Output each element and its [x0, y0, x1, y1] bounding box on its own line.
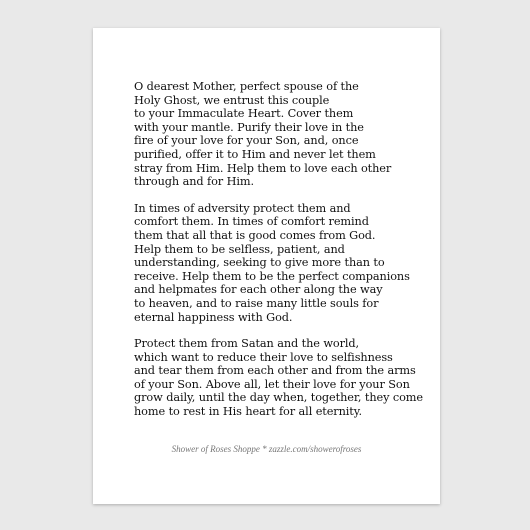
prayer-line: of your Son. Above all, let their love for your Son: [134, 377, 410, 391]
prayer-line: to your Immaculate Heart. Cover them: [134, 107, 354, 121]
prayer-line: Protect them from Satan and the world,: [134, 337, 360, 351]
prayer-line: home to rest in His heart for all eternity.: [134, 405, 363, 419]
prayer-line: receive. Help them to be the perfect companions: [134, 269, 410, 283]
prayer-line: understanding, seeking to give more than to: [134, 256, 385, 270]
prayer-line: through and for Him.: [134, 175, 254, 189]
prayer-paragraph-2: [134, 202, 440, 324]
prayer-line: eternal happiness with God.: [134, 310, 293, 324]
prayer-line: stray from Him. Help them to love each other: [134, 161, 392, 175]
prayer-line: comfort them. In times of comfort remind: [134, 215, 369, 229]
prayer-paragraph-3: [134, 337, 440, 419]
prayer-line: and tear them from each other and from the arms: [134, 364, 416, 378]
prayer-line: with your mantle. Purify their love in the: [134, 120, 364, 134]
prayer-line: Holy Ghost, we entrust this couple: [134, 93, 330, 107]
prayer-line: them that all that is good comes from God.: [134, 228, 376, 242]
prayer-line: purified, offer it to Him and never let them: [134, 147, 376, 161]
prayer-line: and helpmates for each other along the way: [134, 283, 383, 297]
footer-credit: Shower of Roses Shoppe * zazzle.com/showerofroses: [171, 444, 362, 454]
prayer-line: fire of your love for your Son, and, once: [134, 134, 359, 148]
prayer-line: O dearest Mother, perfect spouse of the: [134, 80, 359, 93]
prayer-line: which want to reduce their love to selfishness: [134, 350, 393, 364]
prayer-line: to heaven, and to raise many little souls for: [134, 296, 379, 310]
prayer-card: [93, 28, 440, 504]
prayer-paragraph-1: [134, 80, 440, 189]
prayer-line: In times of adversity protect them and: [134, 201, 351, 215]
prayer-line: Help them to be selfless, patient, and: [134, 242, 345, 256]
prayer-line: grow daily, until the day when, together, they come: [134, 391, 423, 405]
